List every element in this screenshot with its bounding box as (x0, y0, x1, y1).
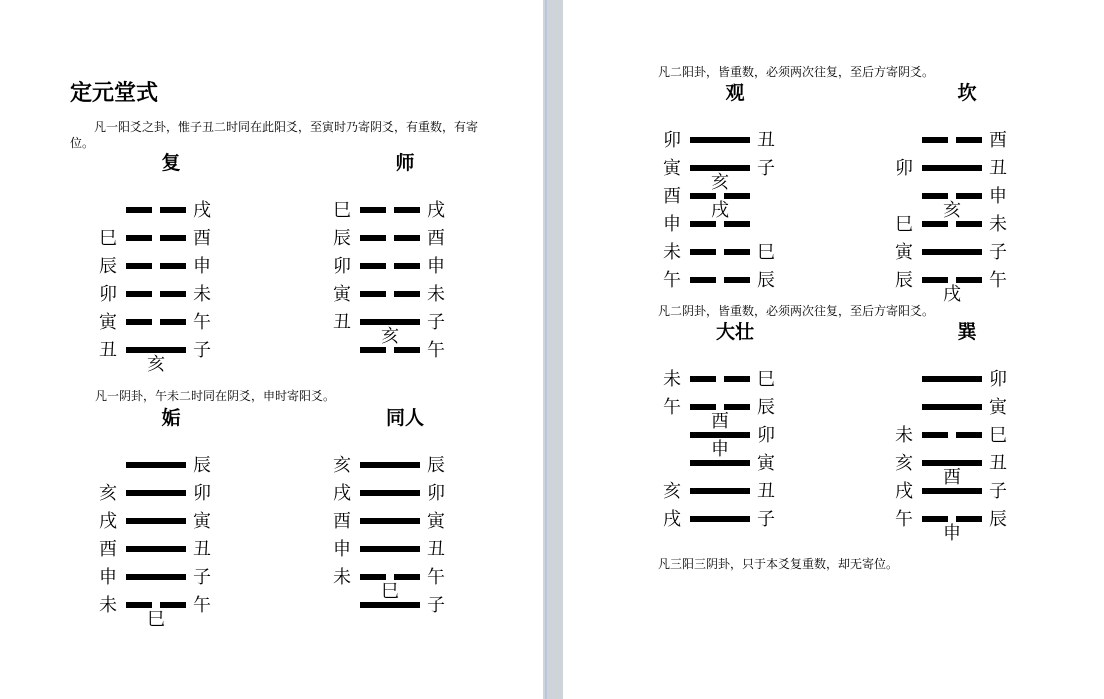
yin-line-segment (724, 277, 750, 283)
yin-line-segment (956, 277, 982, 283)
note-two-yin: 凡二阴卦，皆重数，必须两次往复，至后方寄阳爻。 (658, 304, 935, 318)
branch-label-left: 卯 (99, 284, 117, 305)
branch-label-right: 寅 (989, 397, 1007, 418)
hidden-branch-label: 巳 (144, 610, 168, 630)
yin-line-segment (160, 602, 186, 608)
left-page (0, 0, 543, 699)
hexagram-line (330, 593, 480, 621)
branch-label-right: 子 (989, 481, 1007, 502)
branch-label-right: 寅 (193, 511, 211, 532)
hexagram-line (96, 226, 246, 254)
branch-label-right: 巳 (757, 369, 775, 390)
branch-label-right: 午 (427, 567, 445, 588)
hexagram-name: 师 (395, 152, 415, 174)
hexagram-line (660, 128, 810, 156)
yin-line-segment (394, 291, 420, 297)
hexagram-line (660, 212, 810, 240)
hexagram-line (892, 423, 1042, 451)
branch-label-left: 寅 (895, 242, 913, 263)
yin-line-segment (724, 376, 750, 382)
branch-label-right: 辰 (757, 397, 775, 418)
hidden-branch-label: 戌 (708, 201, 732, 221)
hexagram-name: 复 (161, 152, 181, 174)
hidden-branch-label: 戌 (940, 285, 964, 305)
hexagram-line (892, 128, 1042, 156)
yang-line (360, 490, 420, 496)
branch-label-right: 未 (193, 284, 211, 305)
branch-label-left: 未 (99, 595, 117, 616)
hexagram-line (330, 481, 480, 509)
yin-line-segment (956, 516, 982, 522)
hidden-branch-label: 亥 (378, 327, 402, 347)
yin-line-segment (126, 602, 152, 608)
hexagram-line (892, 507, 1042, 535)
branch-label-right: 酉 (989, 130, 1007, 151)
yang-line (690, 165, 750, 171)
hexagram-line (660, 507, 810, 535)
branch-label-left: 卯 (333, 256, 351, 277)
yin-line-segment (394, 347, 420, 353)
page-gutter (543, 0, 563, 699)
branch-label-right: 子 (757, 158, 775, 179)
branch-label-right: 申 (427, 256, 445, 277)
branch-label-left: 巳 (99, 228, 117, 249)
branch-label-left: 巳 (333, 200, 351, 221)
hexagram-line (660, 423, 810, 451)
branch-label-left: 丑 (333, 312, 351, 333)
branch-label-left: 寅 (333, 284, 351, 305)
branch-label-left: 戌 (99, 511, 117, 532)
hexagram-line (96, 593, 246, 621)
yin-line-segment (690, 193, 716, 199)
yang-line (126, 347, 186, 353)
branch-label-right: 申 (193, 256, 211, 277)
hexagram-line (660, 184, 810, 212)
yang-line (360, 518, 420, 524)
branch-label-left: 酉 (333, 511, 351, 532)
hexagram-line (330, 453, 480, 481)
branch-label-right: 巳 (989, 425, 1007, 446)
hexagram-line (660, 395, 810, 423)
hidden-branch-label: 酉 (940, 468, 964, 488)
hexagram-line (96, 282, 246, 310)
hexagram-line (660, 268, 810, 296)
yin-line-segment (956, 193, 982, 199)
yin-line-segment (126, 235, 152, 241)
hexagram-line (660, 479, 810, 507)
branch-label-left: 寅 (663, 158, 681, 179)
branch-label-left: 未 (895, 425, 913, 446)
yin-line-segment (690, 404, 716, 410)
branch-label-right: 辰 (989, 509, 1007, 530)
hexagram-line (660, 240, 810, 268)
yin-line-segment (690, 221, 716, 227)
branch-label-left: 未 (663, 242, 681, 263)
hexagram-line (892, 367, 1042, 395)
yin-line-segment (160, 235, 186, 241)
branch-label-right: 寅 (757, 453, 775, 474)
hexagram-line (892, 479, 1042, 507)
branch-label-right: 午 (989, 270, 1007, 291)
branch-label-left: 戌 (895, 481, 913, 502)
yang-line (360, 602, 420, 608)
branch-label-right: 寅 (427, 511, 445, 532)
branch-label-right: 卯 (989, 369, 1007, 390)
branch-label-right: 子 (193, 567, 211, 588)
branch-label-right: 未 (427, 284, 445, 305)
yang-line (922, 165, 982, 171)
yin-line-segment (360, 263, 386, 269)
hexagram-line (330, 338, 480, 366)
yin-line-segment (360, 235, 386, 241)
branch-label-left: 戌 (663, 509, 681, 530)
yin-line-segment (160, 207, 186, 213)
yin-line-segment (126, 291, 152, 297)
hexagram-line (330, 198, 480, 226)
branch-label-left: 午 (663, 397, 681, 418)
hexagram-line (892, 451, 1042, 479)
branch-label-right: 丑 (757, 130, 775, 151)
hexagram-name: 姤 (161, 407, 181, 429)
hexagram-line (892, 184, 1042, 212)
hexagram-line (96, 338, 246, 366)
branch-label-right: 午 (427, 340, 445, 361)
hexagram-line (96, 509, 246, 537)
yin-line-segment (360, 347, 386, 353)
yang-line (690, 460, 750, 466)
hexagram-line (330, 254, 480, 282)
branch-label-right: 辰 (427, 455, 445, 476)
branch-label-right: 丑 (427, 539, 445, 560)
branch-label-left: 午 (663, 270, 681, 291)
branch-label-left: 午 (895, 509, 913, 530)
branch-label-left: 亥 (895, 453, 913, 474)
branch-label-right: 辰 (193, 455, 211, 476)
yin-line-segment (956, 432, 982, 438)
yang-line (690, 432, 750, 438)
hidden-branch-label: 申 (708, 440, 732, 460)
branch-label-left: 未 (663, 369, 681, 390)
yang-line (922, 488, 982, 494)
yang-line (360, 319, 420, 325)
yin-line-segment (922, 221, 948, 227)
branch-label-right: 丑 (757, 481, 775, 502)
branch-label-left: 丑 (99, 340, 117, 361)
branch-label-right: 卯 (427, 483, 445, 504)
branch-label-left: 卯 (895, 158, 913, 179)
note-one-yang: 凡一阳爻之卦，惟子丑二时同在此阳爻，至寅时乃寄阴爻，有重数，有寄位。 (70, 120, 479, 150)
yin-line-segment (160, 319, 186, 325)
hexagram-name: 同人 (385, 407, 424, 429)
hexagram-line (330, 565, 480, 593)
hexagram-line (660, 451, 810, 479)
yin-line-segment (126, 263, 152, 269)
yin-line-segment (126, 207, 152, 213)
branch-label-right: 子 (427, 312, 445, 333)
branch-label-left: 亥 (333, 455, 351, 476)
yang-line (922, 460, 982, 466)
branch-label-right: 辰 (757, 270, 775, 291)
branch-label-left: 申 (99, 567, 117, 588)
branch-label-right: 酉 (193, 228, 211, 249)
yin-line-segment (394, 235, 420, 241)
branch-label-right: 未 (989, 214, 1007, 235)
branch-label-right: 巳 (757, 242, 775, 263)
branch-label-left: 巳 (895, 214, 913, 235)
hidden-branch-label: 申 (940, 524, 964, 544)
branch-label-left: 亥 (663, 481, 681, 502)
hidden-branch-label: 亥 (708, 173, 732, 193)
branch-label-right: 卯 (193, 483, 211, 504)
yin-line-segment (360, 574, 386, 580)
hexagram-line (96, 198, 246, 226)
yin-line-segment (394, 207, 420, 213)
hidden-branch-label: 亥 (144, 355, 168, 375)
yang-line (690, 488, 750, 494)
yin-line-segment (690, 277, 716, 283)
right-page (563, 0, 1104, 699)
yin-line-segment (690, 376, 716, 382)
branch-label-left: 卯 (663, 130, 681, 151)
branch-label-right: 卯 (757, 425, 775, 446)
note-one-yin: 凡一阴卦，午未二时同在阴爻，申时寄阳爻。 (95, 389, 336, 403)
hexagram-name: 大壮 (715, 321, 754, 343)
branch-label-right: 午 (193, 312, 211, 333)
hexagram-name: 坎 (957, 82, 977, 104)
yin-line-segment (360, 207, 386, 213)
yin-line-segment (724, 404, 750, 410)
yin-line-segment (922, 516, 948, 522)
yang-line (922, 249, 982, 255)
yin-line-segment (922, 432, 948, 438)
branch-label-left: 戌 (333, 483, 351, 504)
hexagram-line (330, 509, 480, 537)
yin-line-segment (956, 221, 982, 227)
branch-label-left: 寅 (99, 312, 117, 333)
yin-line-segment (360, 291, 386, 297)
yin-line-segment (394, 263, 420, 269)
hexagram-line (96, 310, 246, 338)
yang-line (126, 546, 186, 552)
yin-line-segment (922, 277, 948, 283)
hexagram-line (96, 453, 246, 481)
hexagram-line (330, 226, 480, 254)
hidden-branch-label: 巳 (378, 582, 402, 602)
yin-line-segment (956, 137, 982, 143)
yin-line-segment (160, 263, 186, 269)
yin-line-segment (690, 249, 716, 255)
hexagram-line (96, 537, 246, 565)
branch-label-right: 酉 (427, 228, 445, 249)
hexagram-line (892, 395, 1042, 423)
yang-line (126, 518, 186, 524)
yang-line (690, 516, 750, 522)
branch-label-right: 子 (193, 340, 211, 361)
yang-line (690, 137, 750, 143)
yang-line (126, 574, 186, 580)
note-three: 凡三阳三阴卦，只于本爻复重数，却无寄位。 (658, 557, 899, 571)
branch-label-right: 申 (989, 186, 1007, 207)
yin-line-segment (160, 291, 186, 297)
hexagram-line (330, 282, 480, 310)
hexagram-line (96, 254, 246, 282)
yin-line-segment (724, 193, 750, 199)
branch-label-left: 申 (663, 214, 681, 235)
hexagram-line (892, 156, 1042, 184)
hexagram-line (892, 240, 1042, 268)
hexagram-line (892, 268, 1042, 296)
branch-label-left: 亥 (99, 483, 117, 504)
hexagram-name: 巽 (957, 321, 977, 343)
hexagram-line (96, 565, 246, 593)
note-two-yang: 凡二阳卦，皆重数，必须两次往复，至后方寄阴爻。 (658, 65, 935, 79)
hexagram-line (330, 537, 480, 565)
branch-label-left: 辰 (333, 228, 351, 249)
yang-line (922, 376, 982, 382)
branch-label-left: 未 (333, 567, 351, 588)
hidden-branch-label: 亥 (940, 201, 964, 221)
branch-label-right: 子 (427, 595, 445, 616)
hexagram-line (330, 310, 480, 338)
yin-line-segment (922, 193, 948, 199)
yin-line-segment (724, 249, 750, 255)
yang-line (360, 462, 420, 468)
branch-label-left: 申 (333, 539, 351, 560)
yang-line (126, 462, 186, 468)
branch-label-right: 午 (193, 595, 211, 616)
page-title: 定元堂式 (70, 81, 159, 106)
yin-line-segment (126, 319, 152, 325)
branch-label-left: 辰 (99, 256, 117, 277)
branch-label-right: 戌 (427, 200, 445, 221)
branch-label-right: 丑 (989, 453, 1007, 474)
hexagram-line (892, 212, 1042, 240)
yin-line-segment (922, 137, 948, 143)
hexagram-line (660, 367, 810, 395)
branch-label-right: 丑 (193, 539, 211, 560)
yang-line (922, 404, 982, 410)
branch-label-left: 酉 (99, 539, 117, 560)
branch-label-right: 丑 (989, 158, 1007, 179)
branch-label-right: 戌 (193, 200, 211, 221)
yang-line (360, 546, 420, 552)
branch-label-left: 酉 (663, 186, 681, 207)
hexagram-line (96, 481, 246, 509)
yang-line (126, 490, 186, 496)
yin-line-segment (724, 221, 750, 227)
branch-label-right: 子 (989, 242, 1007, 263)
hexagram-name: 观 (725, 82, 745, 104)
branch-label-right: 子 (757, 509, 775, 530)
branch-label-left: 辰 (895, 270, 913, 291)
hexagram-line (660, 156, 810, 184)
hidden-branch-label: 酉 (708, 412, 732, 432)
yin-line-segment (394, 574, 420, 580)
